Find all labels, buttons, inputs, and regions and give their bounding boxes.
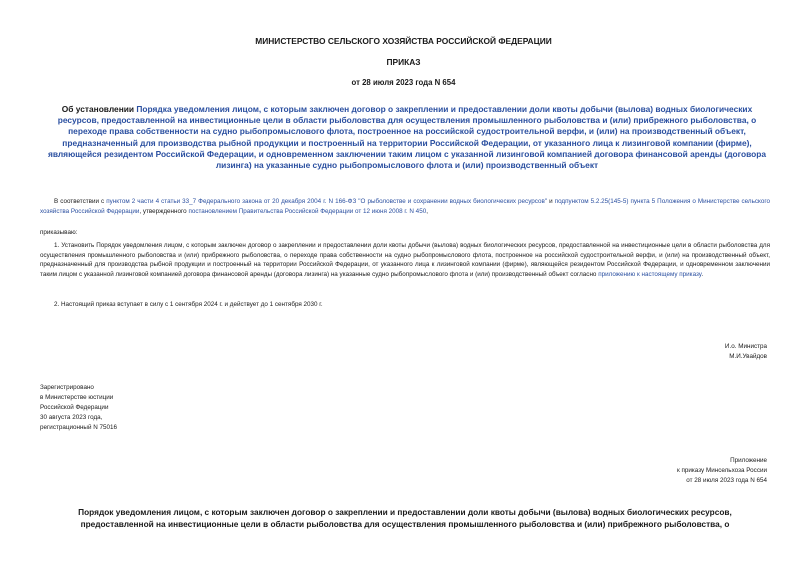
appendix-line: от 28 июля 2023 года N 654 [686,477,767,484]
item-1-text: 1. Установить Порядок уведомления лицом, с которым заключен договор о закреплении и предоставлении доли квоты добычи (вылова) водных биологических ресурсов, предоставленной на инвестиционные цели в области рыболовства для осуществления промышленного рыболовства и (или) прибрежного рыболовства, о переходе права собственности на судно рыбопромыслового флота, построенное на российской судостроительной верфи, и (или) на производственный объект, предназначенный для производства рыбной продукции и построенный на территории Российской Федерации, от указанного лица к лизинговой компании (фирме), являющейся резидентом Российской Федерации, и одновременном заключении таким лицом с указанной лизинговой компанией договора финансовой аренды (договора лизинга) на указанные судно рыбопромыслового флота и (или) производственный объект согласно [40,242,770,278]
document-date: от 28 июля 2023 года N 654 [351,78,456,87]
signature-block [725,342,767,362]
registration-line: Российской Федерации [40,404,109,411]
government-decree-link[interactable]: постановлением Правительства Российской Федерации от 12 июня 2008 г. N 450 [188,207,427,215]
appendix-title [40,506,770,530]
item-2-paragraph [40,300,770,310]
registration-line: Зарегистрировано [40,384,94,391]
signature-position: И.о. Министра [724,343,767,350]
title-link[interactable]: Порядка уведомления лицом, с которым заключен договор о закреплении и предоставлении доли квоты добычи (вылова) водных биологических ресурсов, предоставленной на инвестиционные цели в области рыболовства для осуществления промышленного рыболовства и (или) прибрежного рыболовства, о переходе права собственности на судно рыбопромыслового флота, построенное на российской судостроительной верфи, и (или) на производственный объект, предназначенный для производства рыбной продукции и построенный на территории Российской Федерации, от указанного лица к лизинговой компании (фирме), являющейся резидентом Российской Федерации, и одновременном заключении таким лицом с указанной лизинговой компанией договора финансовой аренды (договора лизинга) на указанные судно рыбопромыслового флота и (или) производственный объект [47,104,767,171]
item-2-text: 2. Настоящий приказ вступает в силу с 1 сентября 2024 г. и действует до 1 сентября 2030 г. [54,301,323,308]
appendix-title-line: предоставленной на инвестиционные цели в области рыболовства для осуществления промышленного рыболовства и (или) прибрежного рыболовства, о [80,519,730,529]
document-title [44,104,770,171]
appendix-header [677,456,767,486]
document-type: ПРИКАЗ [386,57,421,67]
appendix-line: к приказу Минсельхоза России [676,467,767,474]
preamble-text-2: и [547,198,555,205]
registration-line: регистрационный N 75016 [40,424,118,431]
appendix-line: Приложение [730,457,767,464]
ministry-name: МИНИСТЕРСТВО СЕЛЬСКОГО ХОЗЯЙСТВА РОССИЙСКОЙ ФЕДЕРАЦИИ [255,36,552,46]
preamble-text-3: , утвержденного [139,207,189,215]
preamble-text-4: , [426,207,428,215]
law-link[interactable]: пунктом 2 части 4 статьи 33_7 Федерального закона от 20 декабря 2004 г. N 166-ФЗ "О рыболовстве и сохранении водных биологических ресурсов" [106,198,548,205]
item-1-paragraph [40,241,770,279]
preamble-paragraph [40,197,770,216]
registration-line: в Министерстве юстиции [40,394,114,401]
preamble-text-1: В соответствии с [54,198,107,205]
registration-block [40,383,117,433]
regulation-link[interactable]: подпунктом 5.2.25(145-5) пункта 5 Положения о Министерстве сельского хозяйства Российской Федерации [40,198,770,215]
order-verb: приказываю: [40,229,78,236]
appendix-link[interactable]: приложению к настоящему приказу [598,270,702,278]
title-prefix: Об установлении [61,104,137,114]
registration-line: 30 августа 2023 года, [40,414,103,421]
appendix-title-line: Порядок уведомления лицом, с которым заключен договор о закреплении и предоставлении доли квоты добычи (вылова) водных биологических ресурсов, [78,507,732,517]
signature-name: М.И.Увайдов [729,353,767,360]
item-1-end: . [701,270,704,278]
